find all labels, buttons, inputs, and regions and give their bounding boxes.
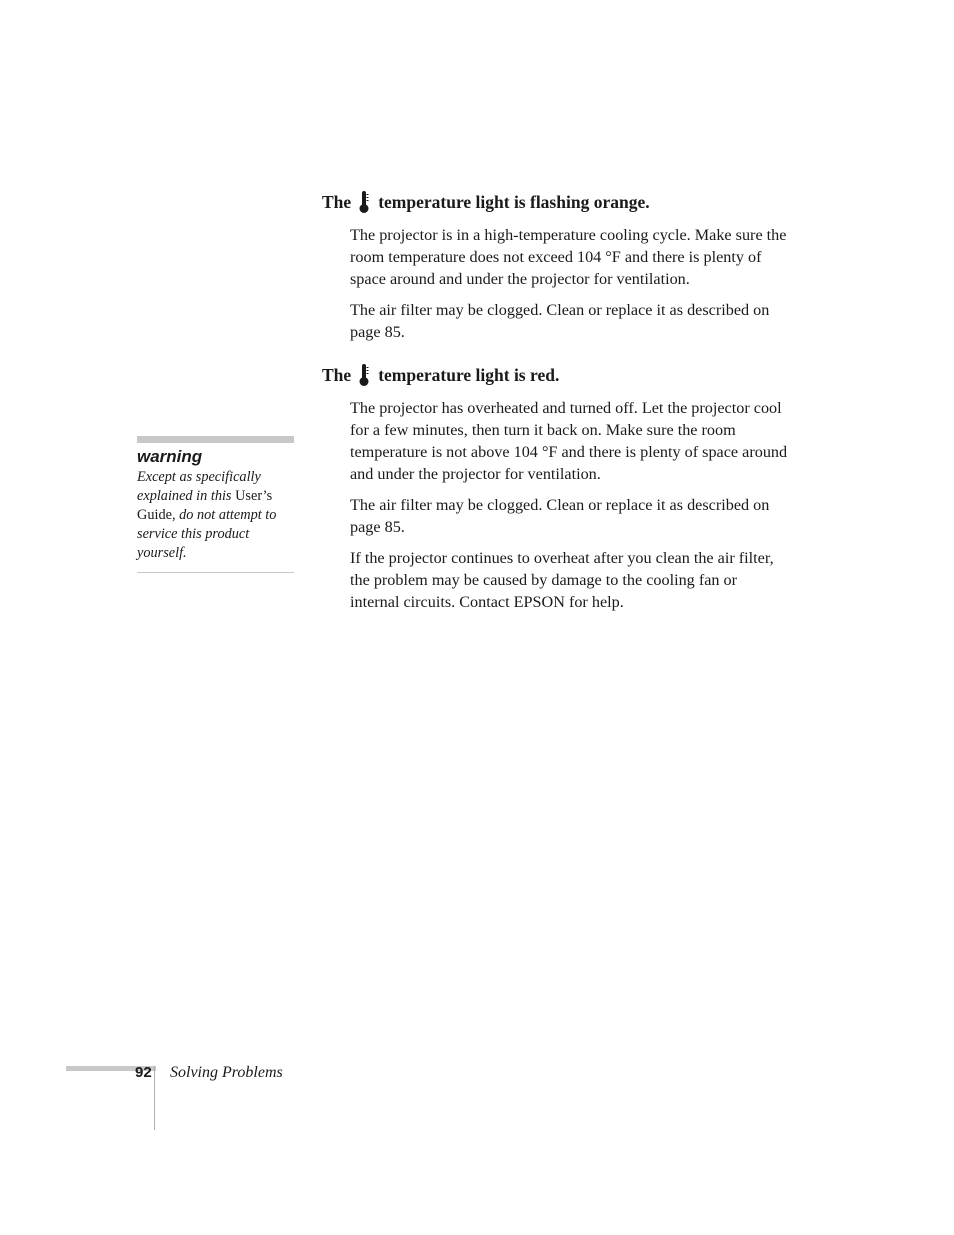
heading-text: temperature light is red. xyxy=(378,365,560,385)
guide-title: User’s Guide xyxy=(137,488,273,523)
heading-text: temperature light is flashing orange. xyxy=(378,192,650,212)
paragraph: The projector has overheated and turned off. Let the projector cool for a few minutes, then turn it back on. Make sure the room temperature is not above 104 °F and there is plenty of space around and under the projector for ventilation. xyxy=(350,399,788,483)
section-flashing-orange xyxy=(322,188,788,343)
paragraph: The air filter may be clogged. Clean or replace it as described on page 85. xyxy=(350,496,770,536)
sidebar-rule xyxy=(137,436,294,443)
running-footer-title: Solving Problems xyxy=(170,1064,283,1081)
heading-prefix: The xyxy=(322,365,352,385)
paragraph: The air filter may be clogged. Clean or replace it as described on page 85. xyxy=(350,301,770,341)
warning-text-part: , do not attempt to service this product yourself. xyxy=(137,507,277,561)
footer-divider xyxy=(154,1066,155,1130)
thermometer-icon xyxy=(356,190,372,214)
warning-label: warning xyxy=(137,447,203,466)
thermometer-icon xyxy=(356,363,372,387)
warning-text-part: Except as specifically explained in this xyxy=(137,469,261,504)
section-heading xyxy=(322,188,788,216)
paragraph: The projector is in a high-temperature cooling cycle. Make sure the room temperature does not exceed 104 °F and there is plenty of space around and under the projector for ventilation. xyxy=(350,226,787,288)
page-number: 92 xyxy=(135,1064,152,1081)
warning-text xyxy=(137,468,294,573)
section-red xyxy=(322,361,788,613)
heading-prefix: The xyxy=(322,192,352,212)
main-content xyxy=(322,188,788,625)
paragraph: If the projector continues to overheat after you clean the air filter, the problem may be caused by damage to the cooling fan or internal circuits. Contact EPSON for help. xyxy=(350,549,774,611)
warning-sidebar xyxy=(137,436,294,573)
section-heading xyxy=(322,361,788,389)
